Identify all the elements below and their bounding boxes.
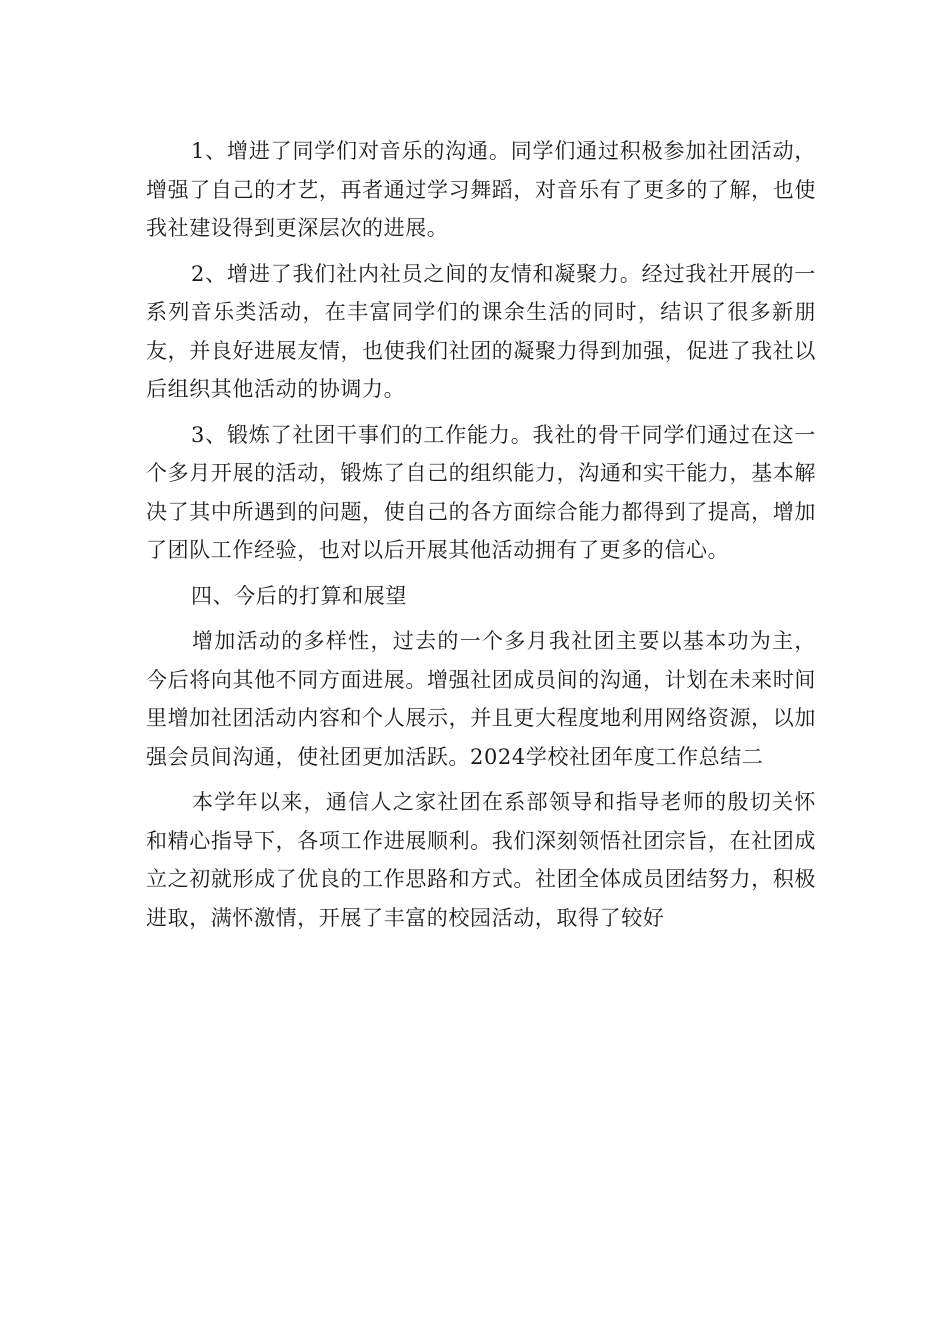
document-body (146, 132, 816, 944)
paragraph-item-3: 3、锻炼了社团干事们的工作能力。我社的骨干同学们通过在这一个多月开展的活动，锻炼了自己的组织能力，沟通和实干能力，基本解决了其中所遇到的问题，使自己的各方面综合能力都得到了提高，增加了团队工作经验，也对以后开展其他活动拥有了更多的信心。 (146, 422, 816, 562)
paragraph-intro: 本学年以来，通信人之家社团在系部领导和指导老师的殷切关怀和精心指导下，各项工作进展顺利。我们深刻领悟社团宗旨，在社团成立之初就形成了优良的工作思路和方式。社团全体成员团结努力，积极进取，满怀激情，开展了丰富的校园活动，取得了较好 (146, 790, 816, 930)
paragraph-item-2: 2、增进了我们社内社员之间的友情和凝聚力。经过我社开展的一系列音乐类活动，在丰富同学们的课余生活的同时，结识了很多新朋友，并良好进展友情，也使我们社团的凝聚力得到加强，促进了我社以后组织其他活动的协调力。 (146, 261, 816, 401)
paragraph-item-1: 1、增进了同学们对音乐的沟通。同学们通过积极参加社团活动，增强了自己的才艺，再者通过学习舞蹈，对音乐有了更多的了解，也使我社建设得到更深层次的进展。 (146, 139, 816, 240)
section-heading: 四、今后的打算和展望 (191, 583, 407, 608)
paragraph-plan: 增加活动的多样性，过去的一个多月我社团主要以基本功为主，今后将向其他不同方面进展。增强社团成员间的沟通，计划在未来时间里增加社团活动内容和个人展示，并且更大程度地利用网络资源，以加强会员间沟通，使社团更加活跃。2024学校社团年度工作总结二 (146, 629, 816, 769)
